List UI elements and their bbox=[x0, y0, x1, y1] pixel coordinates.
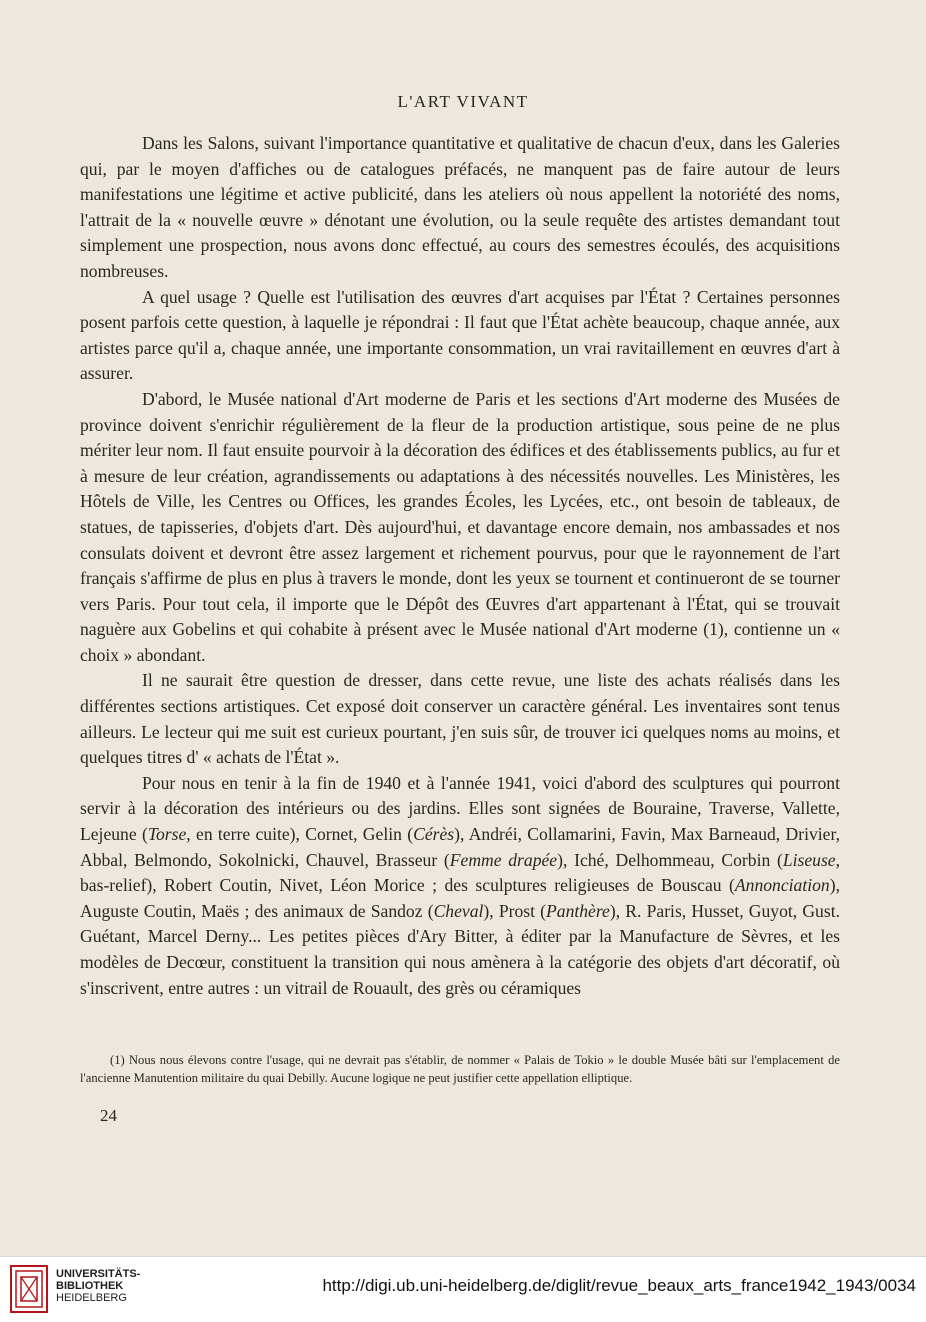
p5-text: ), Andréi, Collamarini, Favin, Max Barneaud, Drivier, Abbal, Belmondo, Sokolnicki, Chauvel, Brasseur ( bbox=[80, 824, 841, 870]
artwork-title: Liseuse bbox=[782, 849, 836, 870]
artwork-title: Panthère bbox=[546, 900, 610, 921]
paragraph-5 bbox=[80, 771, 840, 1001]
library-name-line: BIBLIOTHEK bbox=[56, 1280, 124, 1292]
paragraph-2: A quel usage ? Quelle est l'utilisation des œuvres d'art acquises par l'État ? Certaines personnes posent parfois cette question, à laquelle je répondrai : Il faut que l'État achète beaucoup, chaque année, aux artistes parce qu'il a, chaque année, une importante consommation, un vrai ravitaillement en œuvres d'art à assurer. bbox=[80, 286, 840, 384]
artwork-title: Annonciation bbox=[734, 875, 830, 896]
page-number: 24 bbox=[100, 1106, 117, 1125]
p5-text: , en terre cuite), Cornet, Gelin ( bbox=[186, 824, 414, 845]
p5-text: , bas-relief), Robert Coutin, Nivet, Léon Morice ; des sculptures religieuses de Bouscau ( bbox=[80, 849, 841, 896]
p5-text: ), R. Paris, Husset, Guyot, Gust. Guétant, Marcel Derny... Les petites pièces d'Ary Bitter, à éditer par la Manufacture de Sèvres, et les modèles de Decœur, constituent la transition qui nous amènera à la catégorie des objets d'art décoratif, où s'inscrivent, entre autres : un vitrail de Rouault, des grès ou céramiques bbox=[80, 900, 840, 998]
library-name-line: UNIVERSITÄTS- bbox=[56, 1268, 141, 1280]
footer-bar bbox=[0, 1256, 926, 1322]
artwork-title: Cérès bbox=[413, 824, 455, 845]
p5-text: Pour nous en tenir à la fin de 1940 et à l'année 1941, voici d'abord des sculptures qui pourront servir à la décoration des intérieurs ou des jardins. Elles sont signées de Bouraine, Traverse, Vallette, Lejeune ( bbox=[80, 772, 840, 845]
library-name bbox=[56, 1268, 140, 1304]
university-logo-icon[interactable] bbox=[10, 1265, 48, 1313]
artwork-title: Femme drapée bbox=[449, 849, 558, 870]
article-body bbox=[80, 131, 840, 1001]
artwork-title: Torse bbox=[147, 824, 187, 845]
p5-text: ), Prost ( bbox=[483, 900, 547, 921]
p5-text: ), Iché, Delhommeau, Corbin ( bbox=[557, 849, 783, 870]
library-name-line: HEIDELBERG bbox=[56, 1292, 127, 1304]
source-url-link[interactable]: http://digi.ub.uni-heidelberg.de/diglit/revue_beaux_arts_france1942_1943/0034 bbox=[322, 1276, 916, 1295]
artwork-title: Cheval bbox=[433, 900, 484, 921]
p5-text: ), Auguste Coutin, Maës ; des animaux de Sandoz ( bbox=[80, 875, 840, 921]
paragraph-1: Dans les Salons, suivant l'importance quantitative et qualitative de chacun d'eux, dans les Galeries qui, par le moyen d'affiches ou de catalogues préfacés, ne manquent pas de faire autour de leurs manifestations une légitime et active publicité, dans les ateliers où nous appellent la notoriété des noms, l'attrait de la « nouvelle œuvre » dénotant une évolution, ou la seule requête des artistes demandant tout simplement une prospection, nous avons donc effectué, au cours des semestres écoulés, des acquisitions nombreuses. bbox=[80, 133, 840, 281]
footnote: (1) Nous nous élevons contre l'usage, qui ne devrait pas s'établir, de nommer « Palais de Tokio » le double Musée bâti sur l'emplacement de l'ancienne Manutention militaire du quai Debilly. Aucune logique ne peut justifier cette appellation elliptique. bbox=[80, 1053, 840, 1085]
page-title: L'ART VIVANT bbox=[397, 92, 529, 111]
paragraph-3: D'abord, le Musée national d'Art moderne de Paris et les sections d'Art moderne des Musées de province doivent s'enrichir régulièrement de la fleur de la production artistique, sous peine de ne plus mériter leur nom. Il faut ensuite pourvoir à la décoration des édifices et des établissements publics, au fur et à mesure de leur création, agrandissements ou adaptations à des nécessités nouvelles. Les Ministères, les Hôtels de Ville, les Centres ou Offices, les grandes Écoles, les Lycées, etc., ont besoin de tableaux, de statues, de tapisseries, d'objets d'art. Dès aujourd'hui, et davantage encore demain, nos ambassades et nos consulats doivent et devront être assez largement et richement pourvus, pour que le rayonnement de l'art français s'affirme de plus en plus à travers le monde, dont les yeux se tournent et continueront de se tourner vers Paris. Pour tout cela, il importe que le Dépôt des Œuvres d'art appartenant à l'État, qui se trouvait naguère aux Gobelins et qui cohabite à présent avec le Musée national d'Art moderne (1), contienne un « choix » abondant. bbox=[80, 388, 840, 665]
paragraph-4: Il ne saurait être question de dresser, dans cette revue, une liste des achats réalisés dans les différentes sections artistiques. Cet exposé doit conserver un caractère général. Les inventaires sont tenus ailleurs. Le lecteur qui me suit est curieux pourtant, j'en suis sûr, de trouver ici quelques noms au moins, et quelques titres d' « achats de l'État ». bbox=[80, 670, 840, 768]
